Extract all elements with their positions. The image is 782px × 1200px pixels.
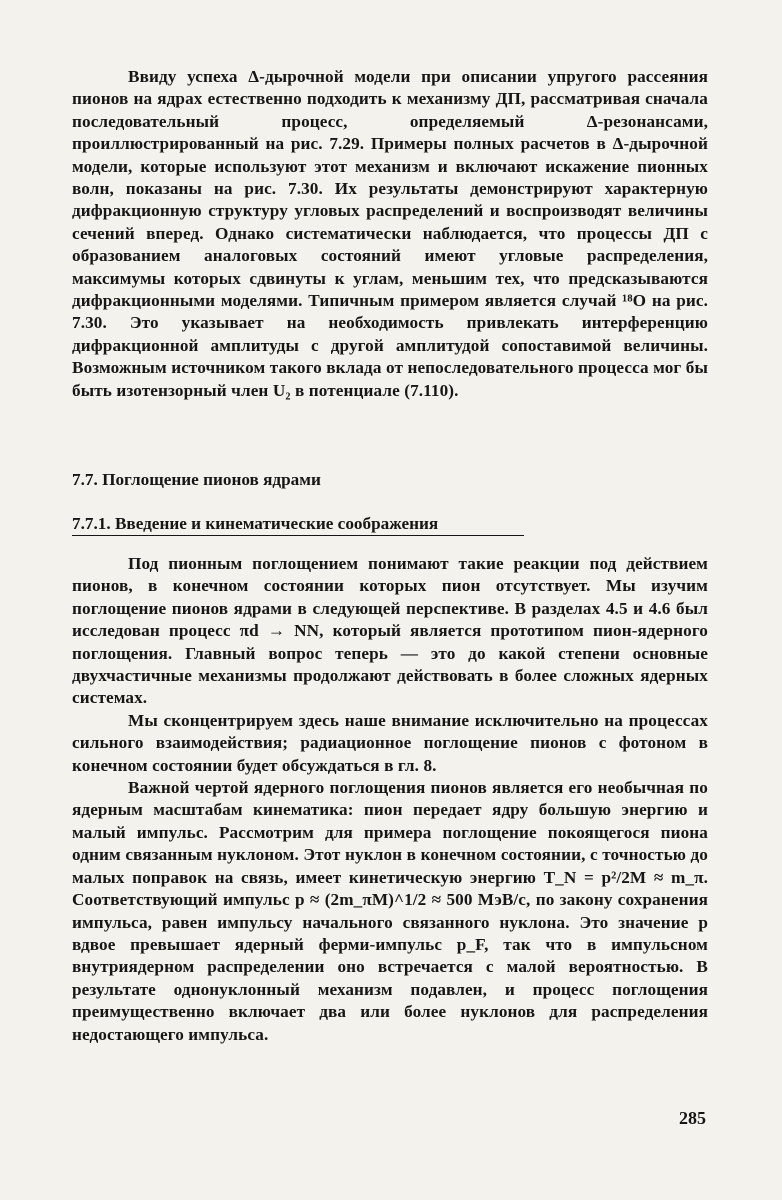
subsection-heading: 7.7.1. Введение и кинематические соображения xyxy=(72,514,524,536)
paragraph-2: Под пионным поглощением понимают такие реакции под действием пионов, в конечном состоянии которых пион отсутствует. Мы изучим поглощение пионов ядрами в следующей перспективе. В разделах 4.5 и 4.6 был исследован процесс πd → NN, который является прототипом пион-ядерного поглощения. Главный вопрос теперь — это до какой степени основные двухчастичные механизмы продолжают действовать в более сложных ядерных системах. xyxy=(72,554,708,708)
section-heading: 7.7. Поглощение пионов ядрами xyxy=(72,470,321,489)
paragraph-4: Важной чертой ядерного поглощения пионов является его необычная по ядерным масштабам кинематика: пион передает ядру большую энергию и малый импульс. Рассмотрим для примера поглощение покоящегося пиона одним связанным нуклоном. Этот нуклон в конечном состоянии, с точностью до малых поправок на связь, имеет кинетическую энергию T_N = p²/2M ≈ m_π. Соответствующий импульс p ≈ (2m_πM)^1/2 ≈ 500 МэВ/c, по закону сохранения импульса, равен импульсу начального связанного нуклона. Это значение p вдвое превышает ядерный ферми-импульс p_F, так что в импульсном внутриядерном распределении оно встречается с малой вероятностью. В результате однонуклонный механизм подавлен, и процесс поглощения преимущественно включает два или более нуклонов для распределения недостающего импульса. xyxy=(72,778,708,1044)
paragraph-3: Мы сконцентрируем здесь наше внимание исключительно на процессах сильного взаимодействия; радиационное поглощение пионов с фотоном в конечном состоянии будет обсуждаться в гл. 8. xyxy=(72,710,708,775)
paragraph-1: Ввиду успеха Δ-дырочной модели при описании упругого рассеяния пионов на ядрах естественно подходить к механизму ДП, рассматривая сначала последовательный процесс, определяемый Δ-резонансами, проиллюстрированный на рис. 7.29. Примеры полных расчетов в Δ-дырочной модели, которые используют этот механизм и включают искажение пионных волн, показаны на рис. 7.30. Их результаты демонстрируют характерную дифракционную структуру угловых распределений и воспроизводят величины сечений вперед. Однако систематически наблюдается, что процессы ДП с образованием аналоговых состояний имеют угловые распределения, максимумы которых сдвинуты к углам, меньшим тех, что предсказываются дифракционными моделями. Типичным примером является случай ¹⁸O на рис. 7.30. Это указывает на необходимость привлекать интерференцию дифракционной амплитуды с другой амплитудой сопоставимой величины. Возможным источником такого вклада от непоследовательного процесса мог бы быть изотензорный член U₂ в потенциале (7.110). xyxy=(72,67,708,400)
body-text-top xyxy=(72,66,708,402)
page-number: 285 xyxy=(679,1108,706,1128)
body-text-bottom xyxy=(72,553,708,1046)
